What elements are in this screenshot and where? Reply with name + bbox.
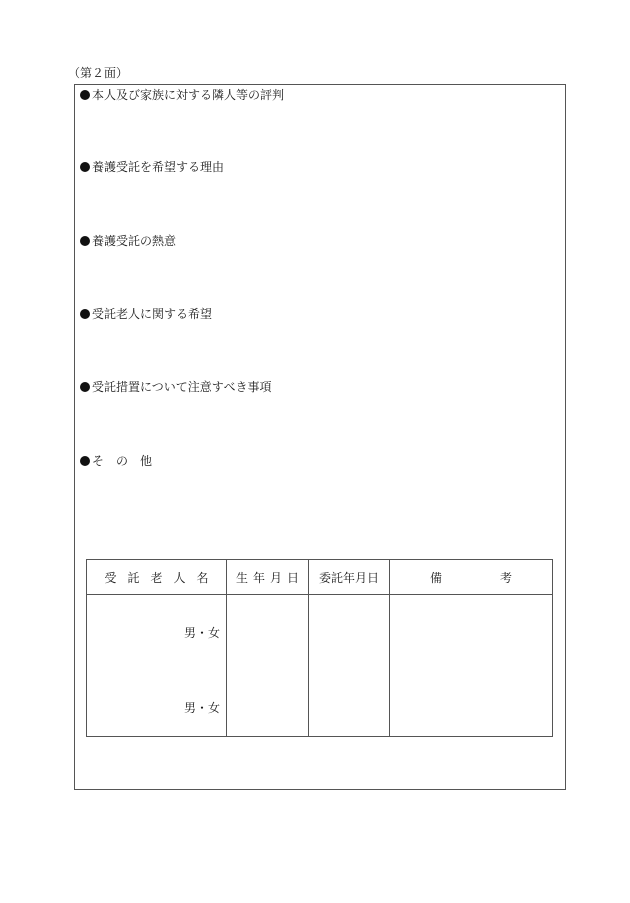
section-label: 養護受託の熱意 (92, 234, 177, 248)
section-reason-for-request (80, 160, 224, 174)
section-label: 養護受託を希望する理由 (92, 160, 225, 174)
consignment-table (86, 559, 553, 737)
sex-option[interactable]: 男・女 (183, 701, 220, 715)
bullet-icon (80, 456, 90, 466)
section-label: 受託老人に関する希望 (92, 307, 213, 321)
section-neighbor-reputation (80, 88, 284, 102)
header-notes (390, 560, 553, 595)
bullet-icon (80, 382, 90, 392)
section-label: 受託措置について注意すべき事項 (92, 380, 272, 394)
section-other (80, 454, 152, 468)
header-notes-part2: 考 (499, 570, 512, 585)
section-cautions (80, 380, 272, 394)
sex-option[interactable]: 男・女 (183, 626, 220, 640)
section-label: そ の 他 (92, 454, 153, 468)
header-consign-date: 委託年月日 (309, 560, 390, 595)
birth-date-cell[interactable] (227, 595, 309, 737)
bullet-icon (80, 236, 90, 246)
header-elderly-name: 受託老人名 (87, 560, 227, 595)
page-number-label: （第２面） (68, 66, 129, 80)
bullet-icon (80, 90, 90, 100)
header-birth-date: 生年月日 (227, 560, 309, 595)
section-elderly-preferences (80, 307, 212, 321)
name-cell[interactable] (87, 595, 227, 737)
section-enthusiasm (80, 234, 176, 248)
table-header-row (87, 560, 553, 595)
section-label: 本人及び家族に対する隣人等の評判 (92, 88, 285, 102)
bullet-icon (80, 309, 90, 319)
table-row (87, 595, 553, 737)
header-notes-part1: 備 (430, 570, 443, 585)
consign-date-cell[interactable] (309, 595, 390, 737)
notes-cell[interactable] (390, 595, 553, 737)
bullet-icon (80, 162, 90, 172)
